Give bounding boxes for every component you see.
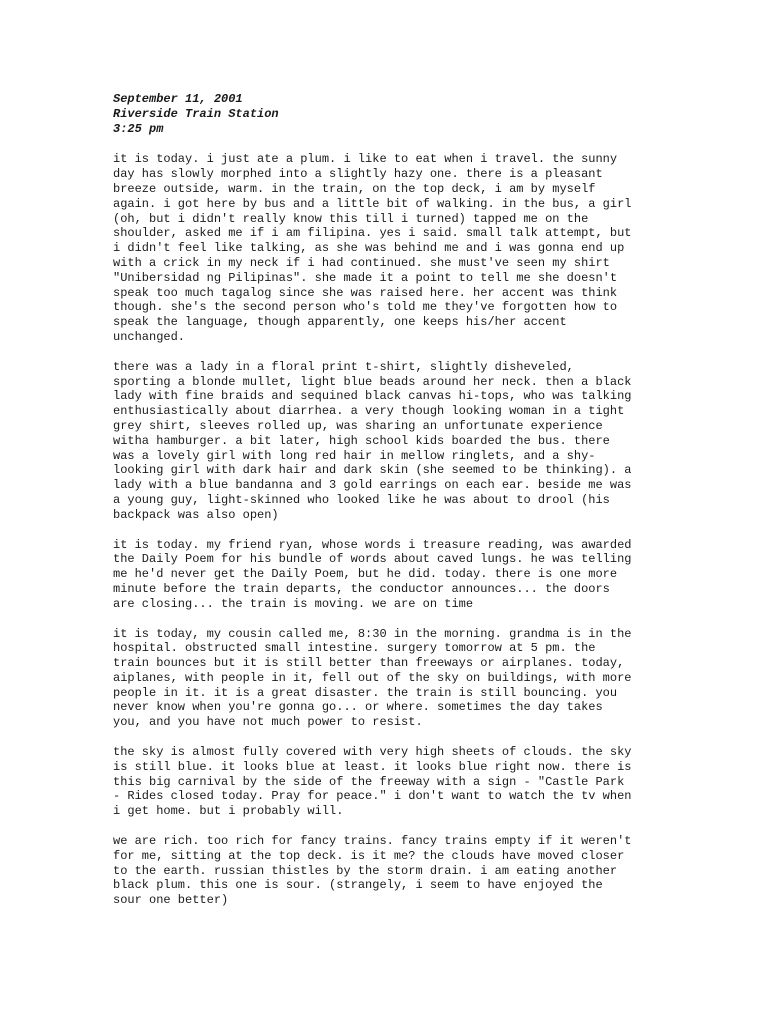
entry-location: Riverside Train Station — [113, 106, 279, 121]
paragraph-2: there was a lady in a floral print t-shirt, slightly disheveled, sporting a blonde mullet, light blue beads around her neck. then a black lady with fine braids and sequined black canvas hi-tops, who was talking enthusiastically about diarrhea. a very though looking woman in a tight grey shirt, sleeves rolled up, was sharing an unfortunate experience witha hamburger. a bit later, high school kids boarded the bus. there was a lovely girl with long red hair in mellow ringlets, and a shy- looking girl with dark hair and dark skin (she seemed to be thinking). a lady with a blue bandanna and 3 gold earrings on each ear. beside me was a young guy, light-skinned who looked like he was about to drool (his backpack was also open) — [113, 359, 632, 522]
paragraph-5: the sky is almost fully covered with very high sheets of clouds. the sky is still blue. it looks blue at least. it looks blue right now. there is this big carnival by the side of the freeway with a sign - "Castle Park - Rides closed today. Pray for peace." i don't want to watch the tv when i get home. but i probably will. — [113, 745, 632, 819]
entry-date: September 11, 2001 — [113, 92, 243, 106]
paragraph-6: we are rich. too rich for fancy trains. fancy trains empty if it weren't for me, sitting at the top deck. is it me? the clouds have moved closer to the earth. russian thistles by the storm drain. i am eating another black plum. this one is sour. (strangely, i seem to have enjoyed the sour one better) — [113, 834, 632, 908]
paragraph-4: it is today, my cousin called me, 8:30 in the morning. grandma is in the hospital. obstructed small intestine. surgery tomorrow at 5 pm. the train bounces but it is still better than freeways or airplanes. today, aiplanes, with people in it, fell out of the sky on buildings, with more people in it. it is a great disaster. the train is still bouncing. you never know when you're gonna go... or where. sometimes the day takes you, and you have not much power to resist. — [113, 626, 632, 730]
journal-page — [113, 92, 658, 923]
entry-time: 3:25 pm — [113, 121, 164, 136]
paragraph-3: it is today. my friend ryan, whose words i treasure reading, was awarded the Daily Poem for his bundle of words about caved lungs. he was telling me he'd never get the Daily Poem, but he did. today. there is one more minute before the train departs, the conductor announces... the doors are closing... the train is moving. we are on time — [113, 537, 632, 611]
paragraph-1: it is today. i just ate a plum. i like to eat when i travel. the sunny day has slowly morphed into a slightly hazy one. there is a pleasant breeze outside, warm. in the train, on the top deck, i am by myself again. i got here by bus and a little bit of walking. in the bus, a girl (oh, but i didn't really know this till i turned) tapped me on the shoulder, asked me if i am filipina. yes i said. small talk attempt, but i didn't feel like talking, as she was behind me and i was gonna end up with a crick in my neck if i had continued. she must've seen my shirt "Unibersidad ng Pilipinas". she made it a point to tell me she doesn't speak too much tagalog since she was raised here. her accent was think though. she's the second person who's told me they've forgotten how to speak the language, though apparently, one keeps his/her accent unchanged. — [113, 152, 632, 344]
entry-header — [113, 92, 658, 136]
